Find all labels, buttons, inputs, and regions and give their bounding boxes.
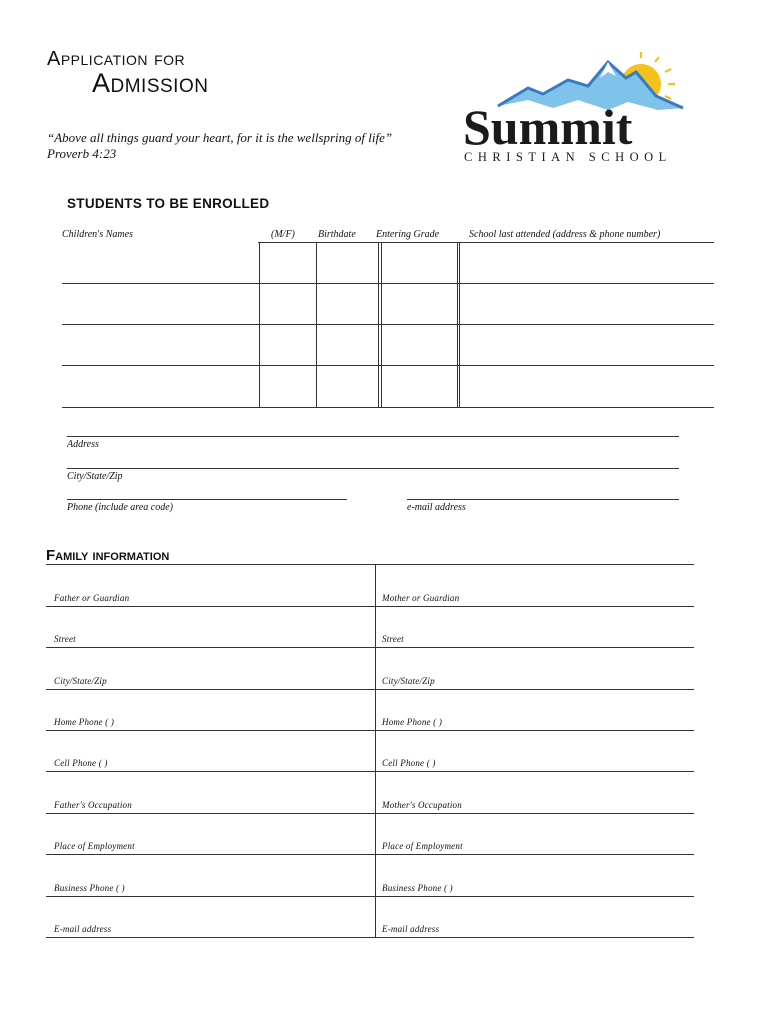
table-row[interactable] <box>62 407 714 408</box>
col-gender: (M/F) <box>271 229 295 240</box>
scripture-quote: “Above all things guard your heart, for it is the wellspring of life” <box>47 130 393 145</box>
phone-field[interactable] <box>67 499 347 500</box>
table-row[interactable] <box>46 606 694 607</box>
email-field[interactable] <box>407 499 679 500</box>
father-occupation-label: Father's Occupation <box>54 800 132 810</box>
mother-business-phone-label: Business Phone ( ) <box>382 883 453 893</box>
phone-label: Phone (include area code) <box>67 502 173 513</box>
table-row[interactable] <box>46 937 694 938</box>
table-row[interactable] <box>62 365 714 366</box>
table-row[interactable] <box>46 813 694 814</box>
col-birthdate: Birthdate <box>318 229 356 240</box>
table-row[interactable] <box>46 689 694 690</box>
address-field[interactable] <box>67 436 679 437</box>
mother-employment-label: Place of Employment <box>382 841 463 851</box>
mother-email-label: E-mail address <box>382 924 440 934</box>
col-childrens-names: Children's Names <box>62 229 133 240</box>
mother-occupation-label: Mother's Occupation <box>382 800 462 810</box>
father-business-phone-label: Business Phone ( ) <box>54 883 125 893</box>
col-entering-grade: Entering Grade <box>376 229 440 240</box>
father-cell-phone-label: Cell Phone ( ) <box>54 758 108 768</box>
table-row[interactable] <box>46 896 694 897</box>
email-label: e-mail address <box>407 502 466 513</box>
father-employment-label: Place of Employment <box>54 841 135 851</box>
mother-cell-phone-label: Cell Phone ( ) <box>382 758 436 768</box>
city-state-zip-field[interactable] <box>67 468 679 469</box>
summit-logo <box>458 44 698 164</box>
table-row[interactable] <box>62 283 714 284</box>
table-row[interactable] <box>46 854 694 855</box>
mother-guardian-label: Mother or Guardian <box>382 593 460 603</box>
table-row[interactable] <box>62 324 714 325</box>
page-title: Admission <box>92 68 209 98</box>
title-line-1: Application for <box>47 48 186 70</box>
family-heading: Family information <box>46 547 170 564</box>
students-heading: STUDENTS TO BE ENROLLED <box>67 196 270 211</box>
logo-tagline: CHRISTIAN SCHOOL <box>464 150 672 164</box>
city-state-zip-label: City/State/Zip <box>67 471 123 482</box>
table-row[interactable] <box>46 771 694 772</box>
father-home-phone-label: Home Phone ( ) <box>54 717 115 727</box>
mother-city-label: City/State/Zip <box>382 676 435 686</box>
father-city-label: City/State/Zip <box>54 676 107 686</box>
table-row[interactable] <box>46 647 694 648</box>
logo-name: Summit <box>463 99 633 155</box>
mother-street-label: Street <box>382 634 404 644</box>
father-guardian-label: Father or Guardian <box>54 593 130 603</box>
address-label: Address <box>67 439 99 450</box>
table-row[interactable] <box>46 730 694 731</box>
scripture-reference: Proverb 4:23 <box>47 146 117 161</box>
mother-home-phone-label: Home Phone ( ) <box>382 717 443 727</box>
father-email-label: E-mail address <box>54 924 112 934</box>
col-school-last-attended: School last attended (address & phone number) <box>469 229 661 240</box>
father-street-label: Street <box>54 634 76 644</box>
